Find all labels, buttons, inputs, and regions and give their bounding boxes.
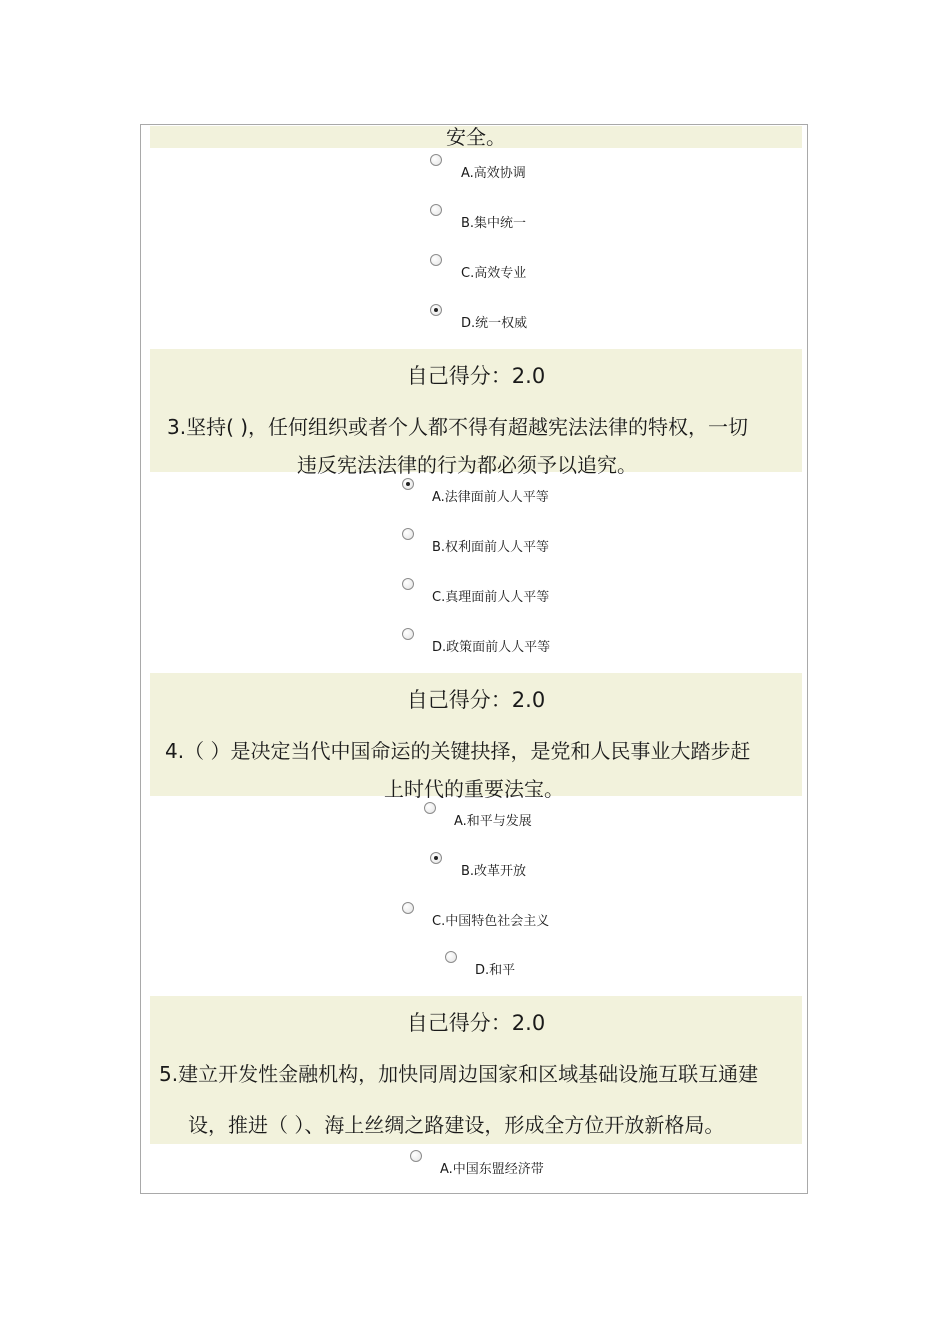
option-label: A.法律面前人人平等: [432, 490, 549, 505]
score-label: 自己得分：2.0: [406, 364, 546, 388]
question-stem: 5.建立开发性金融机构，加快同周边国家和区域基础设施互联互通建: [159, 1062, 759, 1086]
option-label: C.高效专业: [461, 266, 527, 281]
option-label: B.权利面前人人平等: [432, 540, 550, 555]
option-label: A.高效协调: [461, 166, 526, 181]
option-label: B.改革开放: [461, 864, 527, 879]
option-label: D.统一权威: [461, 316, 528, 331]
option-label: D.和平: [475, 963, 516, 978]
radio-button[interactable]: [402, 628, 414, 640]
question-stem: 3.坚持( )，任何组织或者个人都不得有超越宪法法律的特权，一切: [167, 415, 749, 439]
radio-button[interactable]: [430, 204, 442, 216]
radio-button[interactable]: [424, 802, 436, 814]
option-label: C.中国特色社会主义: [432, 914, 550, 929]
option-label: B.集中统一: [461, 216, 527, 231]
radio-button[interactable]: [402, 478, 414, 490]
question-stem: 安全。: [446, 125, 506, 149]
score-label: 自己得分：2.0: [406, 688, 546, 712]
radio-button[interactable]: [430, 254, 442, 266]
question-stem: 上时代的重要法宝。: [384, 777, 564, 801]
radio-button[interactable]: [402, 578, 414, 590]
radio-button[interactable]: [445, 951, 457, 963]
option-label: D.政策面前人人平等: [432, 640, 551, 655]
radio-button[interactable]: [430, 304, 442, 316]
radio-button[interactable]: [430, 852, 442, 864]
option-label: A.和平与发展: [454, 814, 532, 829]
radio-button[interactable]: [430, 154, 442, 166]
question-stem: 设，推进（ ）、海上丝绸之路建设，形成全方位开放新格局。: [188, 1113, 725, 1137]
radio-button[interactable]: [402, 528, 414, 540]
radio-button[interactable]: [410, 1150, 422, 1162]
option-label: A.中国东盟经济带: [440, 1162, 544, 1177]
question-stem: 违反宪法法律的行为都必须予以追究。: [297, 453, 637, 477]
question-stem: 4.（ ）是决定当代中国命运的关键抉择，是党和人民事业大踏步赶: [165, 739, 751, 763]
option-label: C.真理面前人人平等: [432, 590, 550, 605]
radio-button[interactable]: [402, 902, 414, 914]
score-label: 自己得分：2.0: [406, 1011, 546, 1035]
